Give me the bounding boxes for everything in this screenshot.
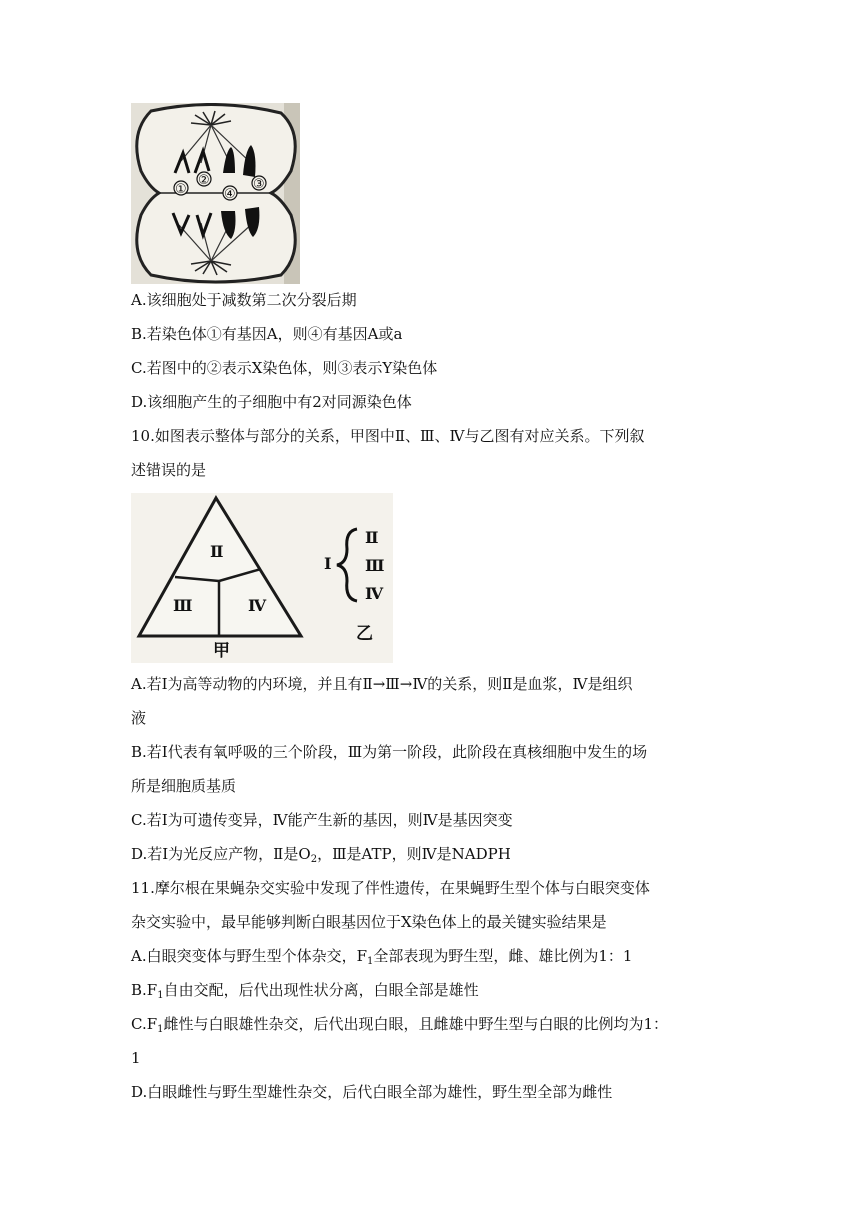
q10-option-c: C.若Ⅰ为可遗传变异，Ⅳ能产生新的基因，则Ⅳ是基因突变	[131, 811, 513, 829]
q9-option-d: D.该细胞产生的子细胞中有2对同源染色体	[131, 393, 412, 411]
triangle-label-2: Ⅱ	[210, 542, 224, 561]
q9-option-b: B.若染色体①有基因A，则④有基因A或a	[131, 325, 403, 343]
jia-label: 甲	[213, 641, 230, 661]
triangle-label-3: Ⅲ	[173, 596, 193, 615]
q11-option-a: A.白眼突变体与野生型个体杂交，$F_1$全部表现为野生型，雌、雄比例为1：1	[131, 947, 633, 967]
q10-option-b-line1: B.若Ⅰ代表有氧呼吸的三个阶段，Ⅲ为第一阶段，此阶段在真核细胞中发生的场	[131, 743, 648, 761]
label-2: ②	[198, 173, 210, 188]
q10-option-d: D.若Ⅰ为光反应产物，Ⅱ是$O_2$，Ⅲ是ATP，则Ⅳ是NADPH	[131, 845, 511, 865]
label-3: ③	[253, 177, 265, 192]
q11-option-d: D.白眼雌性与野生型雄性杂交，后代白眼全部为雄性，野生型全部为雌性	[131, 1083, 613, 1101]
cell-division-figure	[131, 103, 300, 284]
brace-item-4: Ⅳ	[365, 584, 384, 603]
q11-option-c-line2: 1	[131, 1049, 141, 1067]
q9-option-c: C.若图中的②表示X染色体，则③表示Y染色体	[131, 359, 438, 377]
q9-option-a: A.该细胞处于减数第二次分裂后期	[131, 291, 357, 309]
triangle-figure	[131, 493, 393, 663]
q11-stem-line1: 11.摩尔根在果蝇杂交实验中发现了伴性遗传，在果蝇野生型个体与白眼突变体	[131, 879, 650, 897]
q10-option-a-line2: 液	[131, 709, 147, 727]
q11-option-c-line1: $C.F_1$雌性与白眼雄性杂交，后代出现白眼，且雌雄中野生型与白眼的比例均为1：	[131, 1015, 669, 1035]
q10-stem-line1: 10.如图表示整体与部分的关系，甲图中Ⅱ、Ⅲ、Ⅳ与乙图有对应关系。下列叙	[131, 427, 645, 445]
brace-item-3: Ⅲ	[365, 556, 385, 575]
q10-option-a-line1: A.若Ⅰ为高等动物的内环境，并且有Ⅱ→Ⅲ→Ⅳ的关系，则Ⅱ是血浆，Ⅳ是组织	[131, 675, 633, 693]
triangle-label-4: Ⅳ	[248, 596, 267, 615]
q10-option-b-line2: 所是细胞质基质	[131, 777, 237, 795]
brace-left-label: Ⅰ	[324, 554, 332, 573]
yi-label: 乙	[356, 624, 373, 644]
label-1: ①	[175, 182, 187, 197]
label-4: ④	[224, 187, 236, 202]
q10-stem-line2: 述错误的是	[131, 461, 207, 479]
q11-option-b: $B.F_1$自由交配，后代出现性状分离，白眼全部是雄性	[131, 981, 479, 1001]
brace-item-2: Ⅱ	[365, 528, 379, 547]
q11-stem-line2: 杂交实验中，最早能够判断白眼基因位于X染色体上的最关键实验结果是	[131, 913, 607, 931]
